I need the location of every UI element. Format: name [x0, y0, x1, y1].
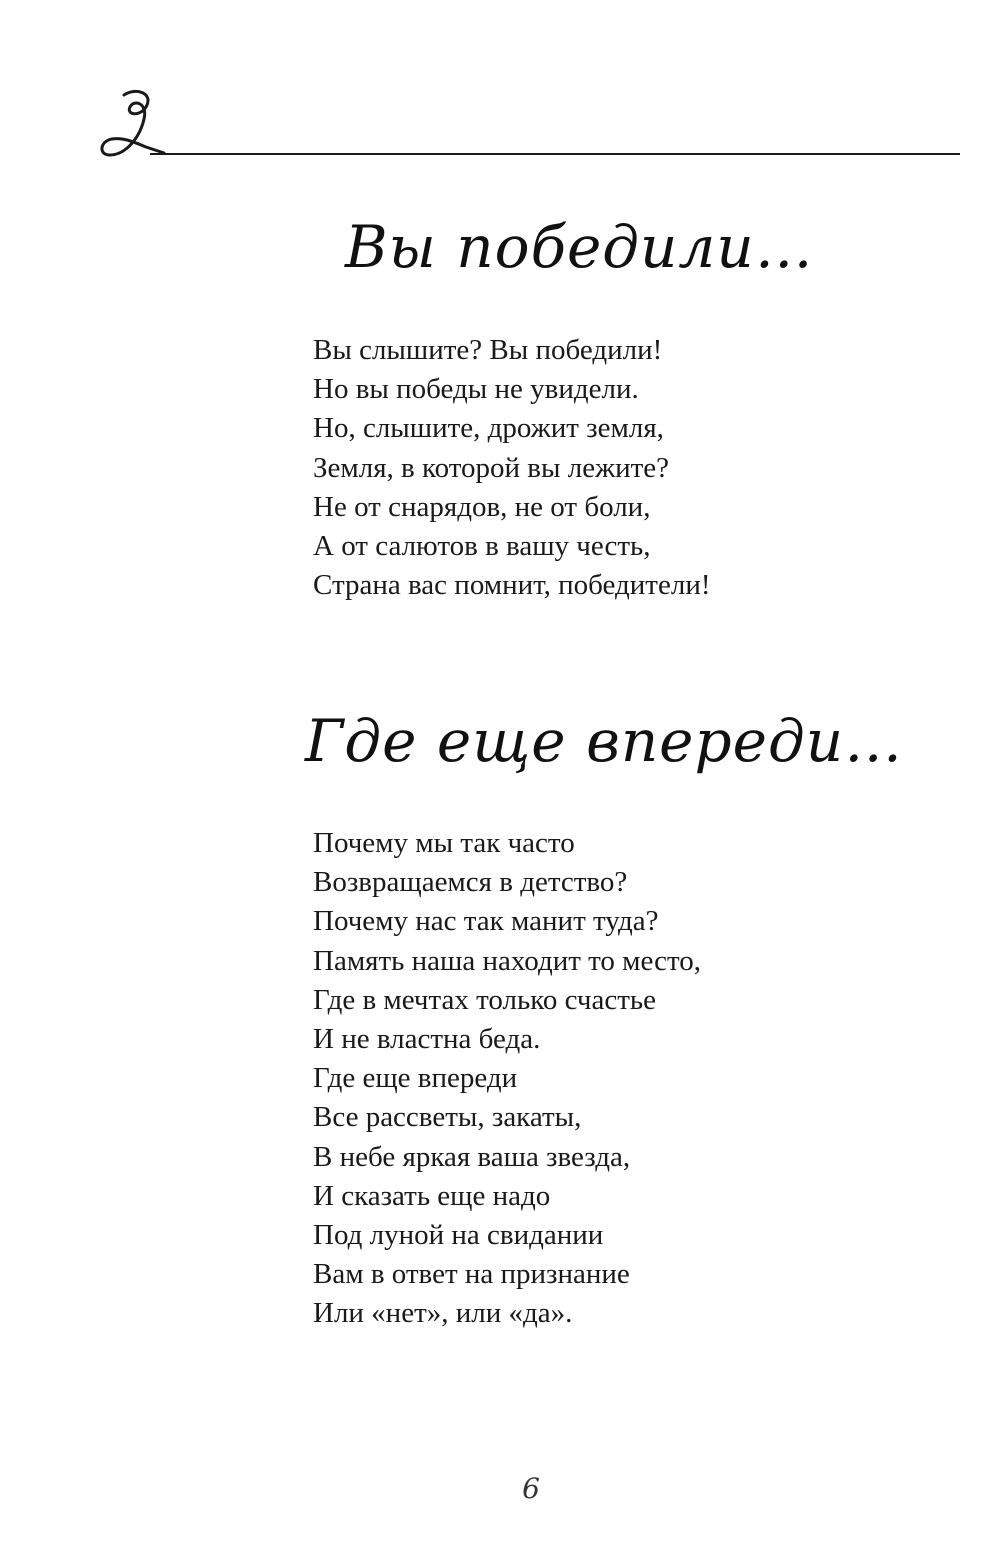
page-number: 6	[522, 1472, 540, 1505]
poem-line: Возвращаемся в детство?	[313, 866, 628, 899]
poem-line: Где в мечтах только счастье	[313, 983, 657, 1016]
poem-body	[313, 331, 711, 605]
poem-line: Почему мы так часто	[313, 827, 575, 859]
poem-line: И не властна беда.	[313, 1023, 541, 1056]
poem-line: А от салютов в вашу честь,	[313, 530, 651, 563]
poem-line: Но вы победы не увидели.	[313, 373, 639, 406]
poem-title: Вы победили…	[345, 213, 814, 281]
poem-line: В небе яркая ваша звезда,	[313, 1140, 631, 1173]
poem-body	[313, 824, 701, 1334]
poem-line: Вам в ответ на признание	[313, 1258, 630, 1291]
poem-line: Память наша находит то место,	[313, 944, 702, 977]
poem-line: Под луной на свидании	[313, 1219, 604, 1252]
poem-title: Где еще впереди…	[305, 707, 904, 775]
poem-line: Почему нас так манит туда?	[313, 905, 659, 938]
poem-line: Или «нет», или «да».	[313, 1297, 573, 1330]
poem-line: И сказать еще надо	[313, 1179, 551, 1212]
poem-line: Но, слышите, дрожит земля,	[313, 412, 664, 445]
poem-line: Страна вас помнит, победители!	[313, 569, 711, 602]
header-rule	[150, 153, 960, 155]
poem-line: Не от снарядов, не от боли,	[313, 490, 651, 523]
poem-line: Все рассветы, закаты,	[313, 1101, 582, 1134]
poem-line: Где еще впереди	[313, 1062, 518, 1095]
poem-line: Земля, в которой вы лежите?	[313, 451, 670, 484]
poem-line: Вы слышите? Вы победили!	[313, 334, 663, 366]
